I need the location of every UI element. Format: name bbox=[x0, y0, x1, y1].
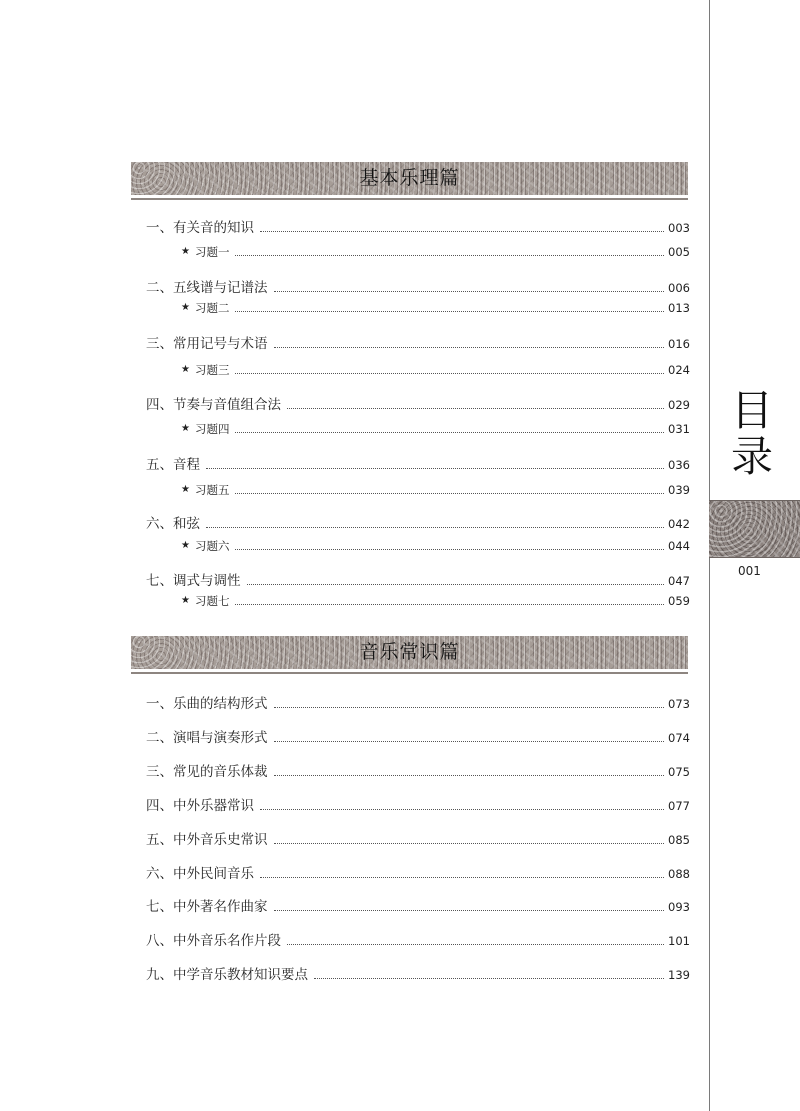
dot-leader bbox=[247, 584, 665, 585]
toc-entry-label: 三、常见的音乐体裁 bbox=[146, 764, 268, 780]
toc-entry[interactable] bbox=[146, 932, 690, 950]
toc-entry-page: 042 bbox=[668, 517, 690, 531]
toc-entry-page: 013 bbox=[668, 301, 690, 315]
dot-leader bbox=[235, 311, 664, 312]
toc-entry-page: 139 bbox=[668, 968, 690, 982]
toc-entry-page: 031 bbox=[668, 422, 690, 436]
dot-leader bbox=[274, 910, 665, 911]
toc-exercise-entry[interactable] bbox=[181, 592, 690, 610]
page-number: 001 bbox=[738, 564, 761, 578]
dot-leader bbox=[235, 432, 664, 433]
toc-entry-label: 七、中外著名作曲家 bbox=[146, 899, 268, 915]
toc-entry-label: 四、节奏与音值组合法 bbox=[146, 397, 281, 413]
section-banner bbox=[131, 162, 688, 195]
toc-entry-page: 024 bbox=[668, 363, 690, 377]
toc-entry-page: 016 bbox=[668, 337, 690, 351]
toc-entry[interactable] bbox=[146, 396, 690, 414]
toc-entry-page: 005 bbox=[668, 245, 690, 259]
toc-entry-page: 029 bbox=[668, 398, 690, 412]
toc-entry-label: 二、五线谱与记谱法 bbox=[146, 280, 268, 296]
toc-entry-label: 习题六 bbox=[194, 539, 230, 553]
dot-leader bbox=[274, 347, 665, 348]
star-icon: ★ bbox=[181, 302, 190, 313]
side-title bbox=[727, 388, 777, 480]
dot-leader bbox=[274, 843, 665, 844]
toc-entry[interactable] bbox=[146, 456, 690, 474]
side-title-char: 录 bbox=[730, 432, 773, 481]
dot-leader bbox=[235, 604, 664, 605]
side-texture-block bbox=[709, 500, 800, 558]
toc-entry-page: 085 bbox=[668, 833, 690, 847]
toc-entry-label: 习题四 bbox=[194, 422, 230, 436]
star-icon: ★ bbox=[181, 595, 190, 606]
toc-entry-page: 093 bbox=[668, 900, 690, 914]
toc-entry[interactable] bbox=[146, 515, 690, 533]
dot-leader bbox=[206, 527, 664, 528]
toc-exercise-entry[interactable] bbox=[181, 361, 690, 379]
toc-entry[interactable] bbox=[146, 763, 690, 781]
toc-entry-label: 六、和弦 bbox=[146, 516, 200, 532]
dot-leader bbox=[287, 944, 664, 945]
toc-entry-page: 074 bbox=[668, 731, 690, 745]
dot-leader bbox=[260, 809, 664, 810]
toc-entry-page: 088 bbox=[668, 867, 690, 881]
star-icon: ★ bbox=[181, 246, 190, 257]
toc-entry[interactable] bbox=[146, 797, 690, 815]
toc-entry-page: 059 bbox=[668, 594, 690, 608]
dot-leader bbox=[206, 468, 664, 469]
dot-leader bbox=[274, 707, 665, 708]
toc-entry-page: 006 bbox=[668, 281, 690, 295]
star-icon: ★ bbox=[181, 364, 190, 375]
toc-entry-label: 习题五 bbox=[194, 483, 230, 497]
toc-entry-label: 二、演唱与演奏形式 bbox=[146, 730, 268, 746]
section-title: 音乐常识篇 bbox=[359, 641, 460, 663]
toc-entry[interactable] bbox=[146, 831, 690, 849]
toc-entry-label: 一、乐曲的结构形式 bbox=[146, 696, 268, 712]
toc-entry-page: 044 bbox=[668, 539, 690, 553]
toc-entry-label: 七、调式与调性 bbox=[146, 573, 241, 589]
toc-entry-label: 习题一 bbox=[194, 245, 230, 259]
dot-leader bbox=[235, 255, 664, 256]
toc-entry-label: 一、有关音的知识 bbox=[146, 220, 254, 236]
toc-entry-page: 073 bbox=[668, 697, 690, 711]
toc-entry-label: 习题七 bbox=[194, 594, 230, 608]
star-icon: ★ bbox=[181, 484, 190, 495]
toc-exercise-entry[interactable] bbox=[181, 243, 690, 261]
toc-entry[interactable] bbox=[146, 729, 690, 747]
toc-entry-label: 五、音程 bbox=[146, 457, 200, 473]
toc-entry[interactable] bbox=[146, 219, 690, 237]
toc-entry-page: 101 bbox=[668, 934, 690, 948]
dot-leader bbox=[274, 291, 665, 292]
dot-leader bbox=[287, 408, 664, 409]
dot-leader bbox=[314, 978, 664, 979]
toc-entry[interactable] bbox=[146, 966, 690, 984]
toc-entry[interactable] bbox=[146, 279, 690, 297]
dot-leader bbox=[235, 549, 664, 550]
dot-leader bbox=[274, 741, 665, 742]
dot-leader bbox=[274, 775, 665, 776]
dot-leader bbox=[235, 493, 664, 494]
toc-entry[interactable] bbox=[146, 695, 690, 713]
toc-entry-label: 三、常用记号与术语 bbox=[146, 336, 268, 352]
toc-entry-page: 036 bbox=[668, 458, 690, 472]
star-icon: ★ bbox=[181, 423, 190, 434]
toc-entry-label: 习题二 bbox=[194, 301, 230, 315]
dot-leader bbox=[260, 877, 664, 878]
side-title-char: 目 bbox=[730, 386, 773, 435]
toc-entry-label: 九、中学音乐教材知识要点 bbox=[146, 967, 308, 983]
toc-entry-page: 003 bbox=[668, 221, 690, 235]
section-title: 基本乐理篇 bbox=[359, 167, 460, 189]
toc-entry-label: 五、中外音乐史常识 bbox=[146, 832, 268, 848]
toc-entry-page: 039 bbox=[668, 483, 690, 497]
dot-leader bbox=[235, 373, 664, 374]
section-banner bbox=[131, 636, 688, 669]
toc-entry[interactable] bbox=[146, 572, 690, 590]
toc-entry-page: 047 bbox=[668, 574, 690, 588]
toc-entry-label: 四、中外乐器常识 bbox=[146, 798, 254, 814]
toc-entry-label: 八、中外音乐名作片段 bbox=[146, 933, 281, 949]
toc-entry-page: 075 bbox=[668, 765, 690, 779]
toc-exercise-entry[interactable] bbox=[181, 537, 690, 555]
toc-entry[interactable] bbox=[146, 335, 690, 353]
star-icon: ★ bbox=[181, 540, 190, 551]
toc-entry-label: 六、中外民间音乐 bbox=[146, 866, 254, 882]
dot-leader bbox=[260, 231, 664, 232]
toc-entry[interactable] bbox=[146, 865, 690, 883]
toc-entry-label: 习题三 bbox=[194, 363, 230, 377]
toc-exercise-entry[interactable] bbox=[181, 420, 690, 438]
toc-exercise-entry[interactable] bbox=[181, 299, 690, 317]
toc-exercise-entry[interactable] bbox=[181, 481, 690, 499]
toc-entry-page: 077 bbox=[668, 799, 690, 813]
toc-entry[interactable] bbox=[146, 898, 690, 916]
